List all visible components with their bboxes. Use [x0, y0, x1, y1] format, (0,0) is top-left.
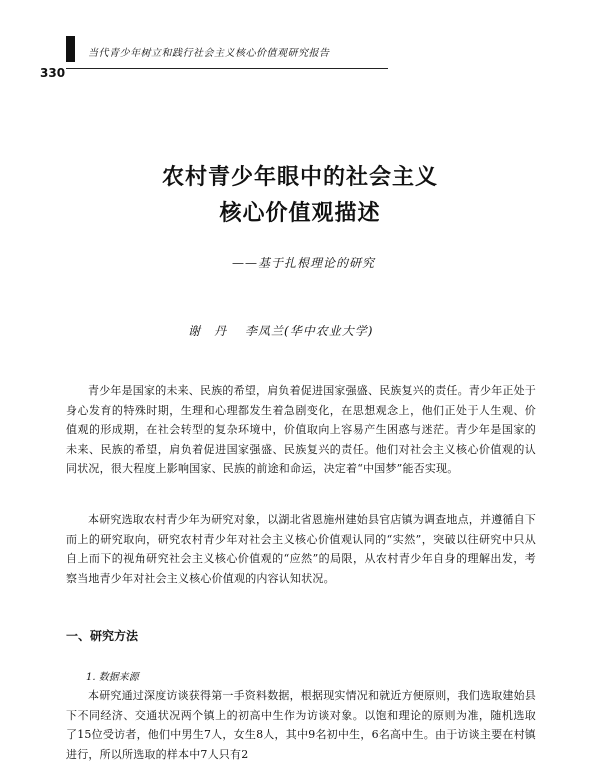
author-1: 谢 丹 — [188, 324, 228, 338]
header-divider — [66, 68, 388, 69]
body-paragraph-2: 本研究选取农村青少年为研究对象，以湖北省恩施州建始县官店镇为调查地点，并遵循自下而上的研究取向，研究农村青少年对社会主义核心价值观认同的“实然”，突破以往研究中只从自上而下的视角研究社会主义核心价值观的“应然”的局限，从农村青少年自身的理解出发，考察当地青少年对社会主义核心价值观的内容认知状况。 — [66, 513, 536, 585]
section-heading-methods: 一、研究方法 — [66, 629, 139, 643]
body-paragraph-3: 本研究通过深度访谈获得第一手资料数据，根据现实情况和就近方便原则，我们选取建始县下不同经济、交通状况两个镇上的初高中生作为访谈对象。以饱和理论的原则为准，随机选取了15位受访者，他们中男生7人，女生8人，其中9名初中生，6名高中生。由于访谈主要在村镇进行，所以所选取的样本中7人只有2 — [66, 689, 536, 761]
author-line — [188, 322, 373, 339]
article-subtitle: ——基于扎根理论的研究 — [232, 256, 376, 270]
author-2-affiliation: 李凤兰(华中农业大学) — [245, 324, 374, 338]
body-paragraph-1: 青少年是国家的未来、民族的希望，肩负着促进国家强盛、民族复兴的责任。青少年正处于身心发育的特殊时期，生理和心理都发生着急剧变化，在思想观念上，他们正处于人生观、价值观的形成期，在社会转型的复杂环境中，价值取向上容易产生困惑与迷茫。青少年是国家的未来、民族的希望，肩负着促进国家强盛、民族复兴的责任。他们对社会主义核心价值观的认同状况，很大程度上影响国家、民族的前途和命运，决定着“中国梦”能否实现。 — [66, 384, 536, 476]
running-header: 当代青少年树立和践行社会主义核心价值观研究报告 — [88, 48, 330, 59]
page-number: 330 — [40, 66, 66, 80]
subsection-heading-data-source: 1. 数据来源 — [86, 672, 139, 683]
header-tab-marker — [66, 36, 75, 62]
article-title-line-1: 农村青少年眼中的社会主义 — [161, 165, 438, 190]
article-title-line-2: 核心价值观描述 — [219, 201, 381, 226]
